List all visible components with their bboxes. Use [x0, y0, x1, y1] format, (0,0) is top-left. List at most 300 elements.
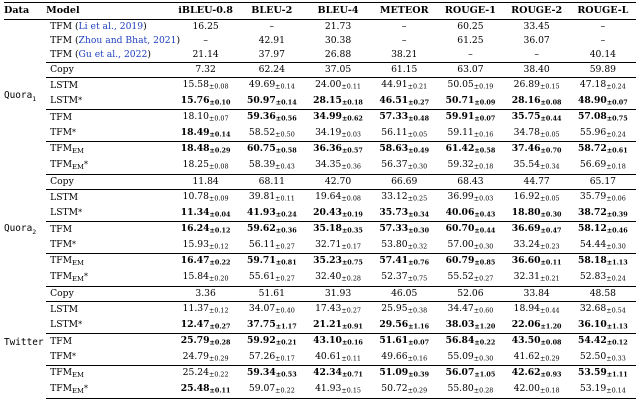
header-data: Data: [4, 3, 46, 20]
metric-value: 60.70: [445, 223, 475, 234]
model-label: LSTM: [50, 95, 79, 107]
std-dev-value: 0.07: [413, 338, 430, 347]
metric-cell: [371, 48, 437, 63]
model-name: [46, 287, 172, 302]
std-dev: [210, 147, 231, 155]
citation-link: Gu et al., 2022: [78, 49, 148, 60]
plus-minus-sign: ±: [606, 322, 613, 330]
metric-cell: [437, 318, 503, 334]
std-dev: [474, 83, 494, 91]
std-dev-value: 0.22: [479, 338, 496, 347]
std-dev: [209, 195, 229, 203]
std-dev-value: 0.18: [347, 98, 363, 106]
metric-value: 58.63: [379, 143, 409, 155]
std-dev-value: 1.16: [413, 322, 430, 330]
plus-minus-sign: ±: [408, 322, 414, 330]
metric-value: 42.70: [324, 176, 352, 187]
metric-cell: [570, 287, 636, 302]
model-name: [46, 126, 172, 142]
std-dev-value: 0.11: [545, 258, 562, 267]
plus-minus-sign: ±: [341, 306, 347, 315]
metric-cell: [305, 34, 371, 48]
metric-cell: [173, 334, 239, 350]
metric-cell: [173, 222, 239, 238]
std-dev-value: 1.20: [545, 322, 562, 330]
metric-value: 65.17: [589, 176, 617, 187]
std-dev-value: 0.48: [413, 114, 430, 123]
std-dev-value: 0.12: [214, 226, 231, 235]
metric-value: 55.52: [447, 271, 474, 283]
metric-value: 28.15: [313, 94, 342, 106]
std-dev: [474, 195, 494, 203]
metric-cell: [239, 366, 305, 383]
std-dev: [541, 227, 562, 235]
metric-cell: [570, 318, 636, 334]
metric-value: 31.93: [324, 288, 352, 299]
plus-minus-sign: ±: [473, 194, 480, 203]
std-dev: [606, 195, 626, 203]
std-dev: [474, 339, 495, 347]
std-dev: [275, 275, 295, 283]
model-name: [46, 366, 172, 383]
std-dev: [474, 322, 495, 330]
plus-minus-sign: ±: [408, 114, 414, 123]
model-label: LSTM: [50, 207, 79, 219]
metric-cell: [504, 270, 570, 287]
model-name: [46, 302, 172, 318]
citation-link: Li et al., 2019: [78, 21, 144, 32]
metric-value: 15.84: [182, 271, 209, 283]
std-dev: [276, 322, 297, 330]
std-dev: [606, 83, 626, 91]
std-dev-value: 1.13: [612, 258, 628, 267]
metric-cell: [570, 302, 636, 318]
metric-value: 42.34: [313, 367, 342, 379]
metric-cell: [570, 34, 636, 48]
metric-cell: [437, 34, 503, 48]
metric-value: 15.93: [182, 238, 209, 250]
plus-minus-sign: ±: [275, 274, 281, 283]
metric-value: 40.61: [315, 350, 342, 362]
plus-minus-sign: ±: [474, 226, 480, 235]
std-dev: [474, 98, 495, 106]
metric-cell: [371, 382, 437, 399]
model-subscript: EM: [72, 163, 84, 171]
std-dev-value: 0.44: [545, 306, 560, 315]
metric-cell: [504, 350, 570, 366]
metric-cell: [173, 206, 239, 222]
dataset-name: Quora: [4, 223, 33, 235]
std-dev: [276, 98, 297, 106]
std-dev: [209, 83, 229, 91]
model-label: TFM: [50, 271, 73, 282]
metric-cell: [305, 110, 371, 126]
std-dev-value: 0.24: [611, 274, 626, 283]
plus-minus-sign: ±: [606, 162, 612, 171]
std-dev: [607, 147, 628, 155]
table-row: [4, 254, 636, 271]
model-name: [46, 318, 172, 334]
std-dev: [210, 210, 231, 218]
dataset-subscript: 2: [32, 227, 37, 236]
metric-value: 38.21: [391, 49, 418, 60]
metric-value: 55.61: [248, 271, 276, 283]
citation-close: ): [176, 35, 181, 46]
metric-cell: [504, 142, 570, 159]
std-dev-value: 0.06: [611, 194, 626, 203]
header-metric: ROUGE-L: [570, 3, 636, 20]
plus-minus-sign: ±: [606, 258, 613, 267]
metric-cell: [239, 222, 305, 238]
metric-cell: [173, 94, 239, 110]
std-dev: [210, 98, 231, 106]
metric-value: 28.16: [511, 94, 541, 106]
std-dev-value: 0.53: [281, 370, 297, 379]
metric-value: 57.08: [578, 111, 607, 122]
std-dev-value: 0.24: [611, 82, 626, 91]
metric-value: 40.06: [445, 206, 475, 218]
std-dev-value: 0.14: [611, 386, 626, 395]
std-dev: [276, 259, 297, 267]
metric-value: 19.64: [315, 191, 342, 202]
metric-cell: [305, 382, 371, 399]
metric-value: 21.21: [313, 318, 342, 330]
std-dev: [408, 130, 428, 138]
std-dev-value: 0.12: [612, 338, 628, 347]
std-dev-value: 0.09: [479, 98, 496, 106]
table-row: [4, 302, 636, 318]
model-label: LSTM: [50, 319, 79, 331]
plus-minus-sign: ±: [209, 322, 215, 330]
plus-minus-sign: ±: [275, 242, 281, 250]
plus-minus-sign: ±: [341, 258, 348, 267]
plus-minus-sign: ±: [209, 98, 215, 106]
plus-minus-sign: ±: [540, 226, 546, 235]
std-dev: [342, 98, 363, 106]
plus-minus-sign: ±: [208, 354, 215, 362]
metric-value: 59.34: [246, 367, 276, 379]
plus-minus-sign: ±: [606, 386, 612, 395]
metric-cell: [371, 350, 437, 366]
metric-cell: [173, 302, 239, 318]
metric-value: 56.69: [579, 159, 607, 171]
std-dev: [540, 354, 560, 362]
metric-cell: [173, 142, 239, 159]
table-row: [4, 270, 636, 287]
metric-cell: [570, 78, 636, 94]
metric-value: 59.92: [246, 335, 276, 346]
metric-value: 54.42: [578, 335, 607, 346]
metric-value: 51.61: [379, 335, 409, 346]
plus-minus-sign: ±: [407, 306, 413, 315]
plus-minus-sign: ±: [473, 386, 480, 395]
metric-cell: [371, 318, 437, 334]
std-dev-value: 1.11: [612, 370, 628, 379]
metric-cell: [371, 34, 437, 48]
metric-cell: [437, 287, 503, 302]
metric-cell: [371, 254, 437, 271]
metric-cell: [173, 126, 239, 142]
plus-minus-sign: ±: [209, 130, 215, 138]
plus-minus-sign: ±: [275, 114, 282, 123]
metric-cell: [437, 238, 503, 254]
std-dev: [607, 259, 628, 267]
metric-value: 58.39: [248, 159, 276, 171]
table-row: [4, 34, 636, 48]
plus-minus-sign: ±: [539, 194, 546, 203]
metric-cell: [437, 126, 503, 142]
std-dev-value: 0.27: [214, 322, 231, 330]
metric-value: 60.25: [457, 21, 484, 32]
model-marker: *: [78, 96, 83, 106]
std-dev: [607, 210, 628, 218]
metric-cell: [173, 238, 239, 254]
std-dev-value: 0.27: [280, 274, 295, 283]
metric-value: 37.46: [511, 143, 541, 155]
std-dev-value: 0.08: [346, 194, 361, 203]
metric-value: 44.77: [523, 176, 550, 187]
std-dev: [209, 163, 229, 171]
metric-cell: [504, 382, 570, 399]
std-dev-value: 0.21: [545, 274, 560, 283]
plus-minus-sign: ±: [540, 258, 546, 267]
plus-minus-sign: ±: [275, 146, 282, 155]
model-label: TFM: [50, 143, 73, 154]
std-dev: [276, 227, 297, 235]
plus-minus-sign: ±: [208, 114, 215, 123]
metric-value: 53.59: [578, 367, 607, 379]
dataset-subscript: 1: [32, 94, 37, 103]
plus-minus-sign: ±: [208, 162, 215, 171]
plus-minus-sign: ±: [209, 258, 215, 267]
metric-value: 35.79: [579, 191, 607, 202]
std-dev-value: 0.49: [413, 146, 430, 155]
std-dev: [341, 387, 361, 395]
std-dev-value: 0.22: [214, 370, 229, 379]
std-dev: [541, 147, 562, 155]
std-dev-value: 0.20: [214, 274, 229, 283]
metric-cell: [371, 238, 437, 254]
table-row: [4, 126, 636, 142]
std-dev-value: 0.29: [214, 146, 231, 155]
model-subscript: EM: [72, 387, 84, 395]
std-dev-value: 0.33: [611, 354, 626, 362]
std-dev: [341, 354, 361, 362]
model-name: [46, 20, 172, 35]
table-row: [4, 110, 636, 126]
metric-value: 62.24: [258, 64, 285, 75]
plus-minus-sign: ±: [473, 82, 480, 91]
std-dev-value: 0.43: [479, 210, 496, 218]
metric-value: –: [203, 35, 208, 46]
model-subscript: EM: [72, 259, 84, 267]
metric-value: 15.76: [180, 94, 210, 106]
metric-cell: [504, 110, 570, 126]
model-label: TFM: [50, 367, 73, 378]
metric-cell: [305, 238, 371, 254]
dataset-label: [4, 20, 46, 175]
metric-value: 33.45: [523, 21, 550, 32]
metric-value: –: [401, 21, 407, 32]
model-label: TFM (: [50, 49, 79, 60]
metric-cell: [504, 238, 570, 254]
std-dev-value: 0.39: [413, 370, 430, 379]
plus-minus-sign: ±: [539, 386, 546, 395]
metric-value: 40.14: [589, 49, 617, 60]
metric-cell: [173, 366, 239, 383]
table-row: [4, 175, 636, 190]
model-label: LSTM: [50, 191, 79, 203]
metric-cell: [570, 270, 636, 287]
std-dev-value: 0.11: [214, 386, 231, 395]
metric-value: 20.43: [313, 206, 342, 218]
metric-value: 44.91: [381, 79, 408, 90]
metric-value: 43.10: [313, 335, 342, 346]
metric-value: 57.00: [447, 238, 474, 250]
plus-minus-sign: ±: [407, 194, 413, 203]
metric-value: 36.99: [447, 191, 474, 202]
std-dev-value: 0.03: [479, 194, 494, 203]
metric-value: 17.43: [315, 303, 342, 314]
std-dev: [408, 322, 429, 330]
model-label: Copy: [50, 176, 74, 187]
std-dev: [276, 339, 297, 347]
plus-minus-sign: ±: [473, 354, 480, 362]
metric-value: 25.95: [381, 303, 408, 314]
std-dev-value: 0.15: [346, 386, 361, 395]
metric-value: 34.19: [315, 126, 342, 138]
std-dev: [606, 307, 626, 315]
std-dev-value: 0.17: [346, 242, 361, 250]
metric-cell: [371, 94, 437, 110]
plus-minus-sign: ±: [341, 274, 347, 283]
table-row: [4, 238, 636, 254]
metric-cell: [437, 222, 503, 238]
plus-minus-sign: ±: [275, 322, 282, 330]
metric-value: 54.44: [579, 238, 607, 250]
metric-cell: [305, 206, 371, 222]
plus-minus-sign: ±: [606, 82, 612, 91]
metric-cell: [437, 20, 503, 35]
plus-minus-sign: ±: [275, 258, 282, 267]
metric-value: 25.48: [180, 383, 210, 395]
metric-cell: [437, 190, 503, 206]
metric-value: 35.23: [313, 255, 342, 267]
table-row: [4, 382, 636, 399]
metric-cell: [371, 190, 437, 206]
std-dev-value: 0.70: [545, 146, 562, 155]
plus-minus-sign: ±: [341, 210, 348, 218]
std-dev: [408, 259, 429, 267]
std-dev-value: 0.85: [479, 258, 496, 267]
std-dev-value: 0.27: [280, 242, 295, 250]
metric-cell: [504, 158, 570, 175]
std-dev: [408, 163, 428, 171]
model-name: [46, 34, 181, 48]
metric-value: 34.35: [315, 159, 342, 171]
table-row: [4, 334, 636, 350]
plus-minus-sign: ±: [539, 130, 546, 138]
plus-minus-sign: ±: [539, 306, 546, 315]
std-dev: [210, 227, 231, 235]
std-dev-value: 0.81: [281, 258, 297, 267]
std-dev-value: 0.30: [611, 242, 626, 250]
plus-minus-sign: ±: [539, 82, 546, 91]
std-dev-value: 0.27: [346, 306, 361, 315]
plus-minus-sign: ±: [208, 194, 215, 203]
table-row: [4, 190, 636, 206]
std-dev-value: 0.28: [479, 386, 494, 395]
metric-cell: [437, 78, 503, 94]
std-dev: [541, 210, 562, 218]
std-dev: [540, 130, 560, 138]
plus-minus-sign: ±: [540, 146, 546, 155]
table-row: [4, 158, 636, 175]
std-dev-value: 0.28: [346, 274, 361, 283]
metric-cell: [504, 175, 570, 190]
std-dev: [474, 115, 495, 123]
metric-cell: [239, 63, 305, 78]
metric-cell: [570, 94, 636, 110]
metric-cell: [437, 94, 503, 110]
metric-cell: [570, 175, 636, 190]
metric-value: 25.24: [182, 367, 209, 379]
plus-minus-sign: ±: [275, 354, 281, 362]
metric-value: 24.79: [182, 350, 209, 362]
metric-cell: [239, 158, 305, 175]
metric-value: 37.97: [258, 49, 285, 60]
metric-cell: [305, 287, 371, 302]
std-dev-value: 0.34: [545, 162, 560, 171]
dataset-name: Quora: [4, 89, 33, 101]
model-marker: *: [72, 352, 77, 362]
metric-value: 35.54: [513, 159, 540, 171]
metric-cell: [305, 270, 371, 287]
metric-cell: [504, 63, 570, 78]
std-dev-value: 0.35: [347, 226, 363, 235]
std-dev: [342, 210, 363, 218]
metric-cell: [570, 110, 636, 126]
model-name: [46, 110, 172, 126]
plus-minus-sign: ±: [540, 210, 546, 218]
std-dev-value: 0.08: [214, 162, 229, 171]
metric-cell: [305, 222, 371, 238]
metric-value: 58.72: [578, 143, 607, 155]
metric-value: 12.47: [180, 318, 210, 330]
metric-value: 56.11: [381, 126, 408, 138]
metric-cell: [371, 366, 437, 383]
plus-minus-sign: ±: [341, 386, 347, 395]
metric-cell: [570, 254, 636, 271]
std-dev-value: 0.57: [347, 146, 363, 155]
metric-value: 42.00: [513, 383, 540, 395]
plus-minus-sign: ±: [209, 210, 215, 218]
plus-minus-sign: ±: [473, 242, 480, 250]
metric-value: 32.40: [315, 271, 342, 283]
std-dev-value: 0.22: [214, 258, 231, 267]
table-row: [4, 222, 636, 238]
metric-cell: [305, 126, 371, 142]
model-label: TFM: [50, 239, 73, 251]
metric-cell: [239, 126, 305, 142]
metric-cell: [239, 34, 305, 48]
plus-minus-sign: ±: [341, 194, 347, 203]
metric-cell: [239, 48, 305, 63]
metric-cell: [371, 334, 437, 350]
model-label: TFM: [50, 223, 73, 235]
std-dev-value: 0.58: [479, 146, 496, 155]
std-dev-value: 0.91: [347, 322, 363, 330]
